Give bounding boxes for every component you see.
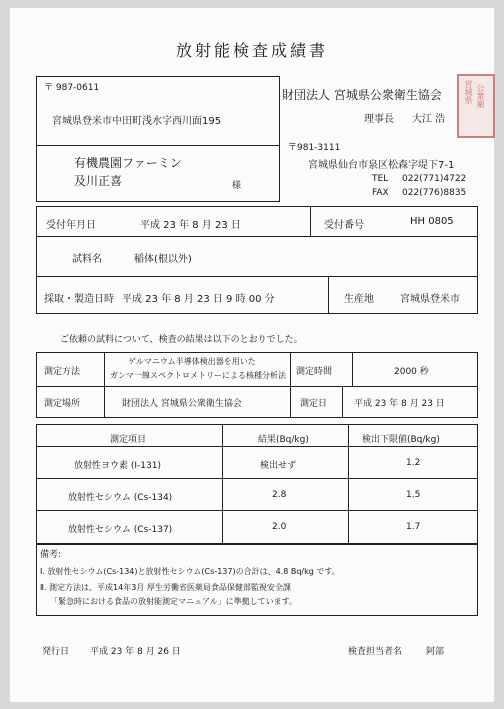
method-col-divider	[104, 352, 105, 417]
issuer-name: 大江 浩	[412, 114, 446, 125]
recipient-person: 及川正喜	[74, 174, 123, 188]
method-value-1: ゲルマニウム半導体検出器を用いた	[128, 357, 256, 366]
method-col-divider	[342, 386, 343, 417]
result-item: 放射性セシウム (Cs-134)	[68, 493, 173, 503]
recipient-address: 宮城県登米市中田町浅水字西川面195	[52, 116, 222, 127]
place-value: 財団法人 宮城県公衆衛生協会	[122, 399, 242, 409]
date-label: 測定日	[300, 399, 328, 409]
results-col-divider	[222, 424, 223, 543]
number-value: HH 0805	[410, 216, 454, 227]
issuer-address: 宮城県仙台市泉区松森字堤下7-1	[308, 160, 455, 171]
issuer-org: 財団法人 宮城県公衆衛生協会	[282, 88, 442, 102]
result-limit: 1.7	[406, 522, 421, 532]
notes-line-2: Ⅱ. 測定方法は、平成14年3月 厚生労働省医薬局食品保健部監視安全課	[40, 583, 291, 592]
issue-date: 平成 23 年 8 月 26 日	[90, 647, 181, 657]
recipient-postal: 〒 987-0611	[44, 83, 100, 93]
method-col-divider	[352, 352, 353, 386]
received-label: 受付年月日	[46, 220, 96, 231]
place-label: 測定場所	[44, 399, 81, 409]
issue-label: 発行日	[42, 647, 70, 657]
recipient-company: 有機農園ファーミン	[74, 156, 182, 170]
time-value: 2000 秒	[394, 367, 429, 377]
results-row-divider	[36, 478, 477, 479]
collect-value: 平成 23 年 8 月 23 日 9 時 00 分	[122, 294, 275, 305]
result-item: 放射性セシウム (Cs-137)	[68, 525, 173, 535]
issuer-tel-label: TEL	[372, 174, 389, 184]
info-row-divider	[36, 276, 477, 277]
result-limit: 1.2	[406, 458, 421, 468]
received-value: 平成 23 年 8 月 23 日	[140, 220, 241, 231]
intro-text: ご依頼の試料について、検査の結果は以下のとおりでした。	[60, 335, 303, 345]
method-label: 測定方法	[44, 367, 81, 377]
document-page	[10, 8, 494, 702]
results-row-divider	[36, 510, 477, 511]
issuer-fax: 022(776)8835	[402, 188, 467, 198]
notes-label: 備考:	[40, 550, 62, 560]
time-label: 測定時間	[296, 367, 333, 377]
issuer-tel: 022(771)4722	[402, 174, 467, 184]
document-title: 放射能検査成績書	[175, 41, 328, 60]
notes-line-1: Ⅰ. 放射性セシウム(Cs-134)と放射性セシウム(Cs-137)の合計は、4.8 Bq/kg です。	[40, 567, 340, 576]
recipient-honorific: 様	[232, 181, 242, 191]
method-row-divider	[36, 386, 477, 387]
notes-line-3: 「緊急時における食品の放射能測定マニュアル」に準拠しています。	[50, 597, 298, 606]
inspector-label: 検査担当者名	[348, 647, 403, 657]
recipient-box	[36, 76, 280, 202]
recipient-divider	[36, 145, 279, 146]
info-col-divider	[310, 206, 311, 236]
result-item: 放射性ヨウ素 (I-131)	[74, 461, 161, 471]
sample-label: 試料名	[72, 254, 102, 265]
sample-value: 稲体(根以外)	[134, 254, 192, 265]
issuer-postal: 〒981-3111	[288, 143, 341, 153]
method-value-2: ガンマ一線スペクトロメトリーによる核種分析法	[110, 371, 286, 380]
result-value: 2.0	[272, 522, 287, 532]
date-value: 平成 23 年 8 月 23 日	[354, 399, 445, 409]
issuer-fax-label: FAX	[372, 188, 389, 198]
result-limit: 1.5	[406, 490, 421, 500]
results-row-divider	[36, 446, 477, 447]
results-header-item: 測定項目	[110, 435, 147, 445]
info-row-divider	[36, 236, 477, 237]
inspector-name: 阿部	[426, 647, 445, 657]
number-label: 受付番号	[324, 220, 364, 231]
results-col-divider	[348, 424, 349, 543]
results-header-result: 結果(Bq/kg)	[258, 435, 309, 445]
method-col-divider	[290, 352, 291, 417]
info-col-divider	[328, 276, 329, 313]
origin-value: 宮城県登米市	[400, 294, 460, 305]
result-value: 検出せず	[260, 461, 297, 471]
result-value: 2.8	[272, 490, 287, 500]
organization-seal: 宮城県 公衆衛	[457, 74, 495, 138]
origin-label: 生産地	[344, 294, 374, 305]
issuer-title: 理事長	[364, 114, 394, 125]
results-header-limit: 検出下限値(Bq/kg)	[362, 435, 440, 445]
collect-label: 採取・製造日時	[44, 294, 114, 305]
